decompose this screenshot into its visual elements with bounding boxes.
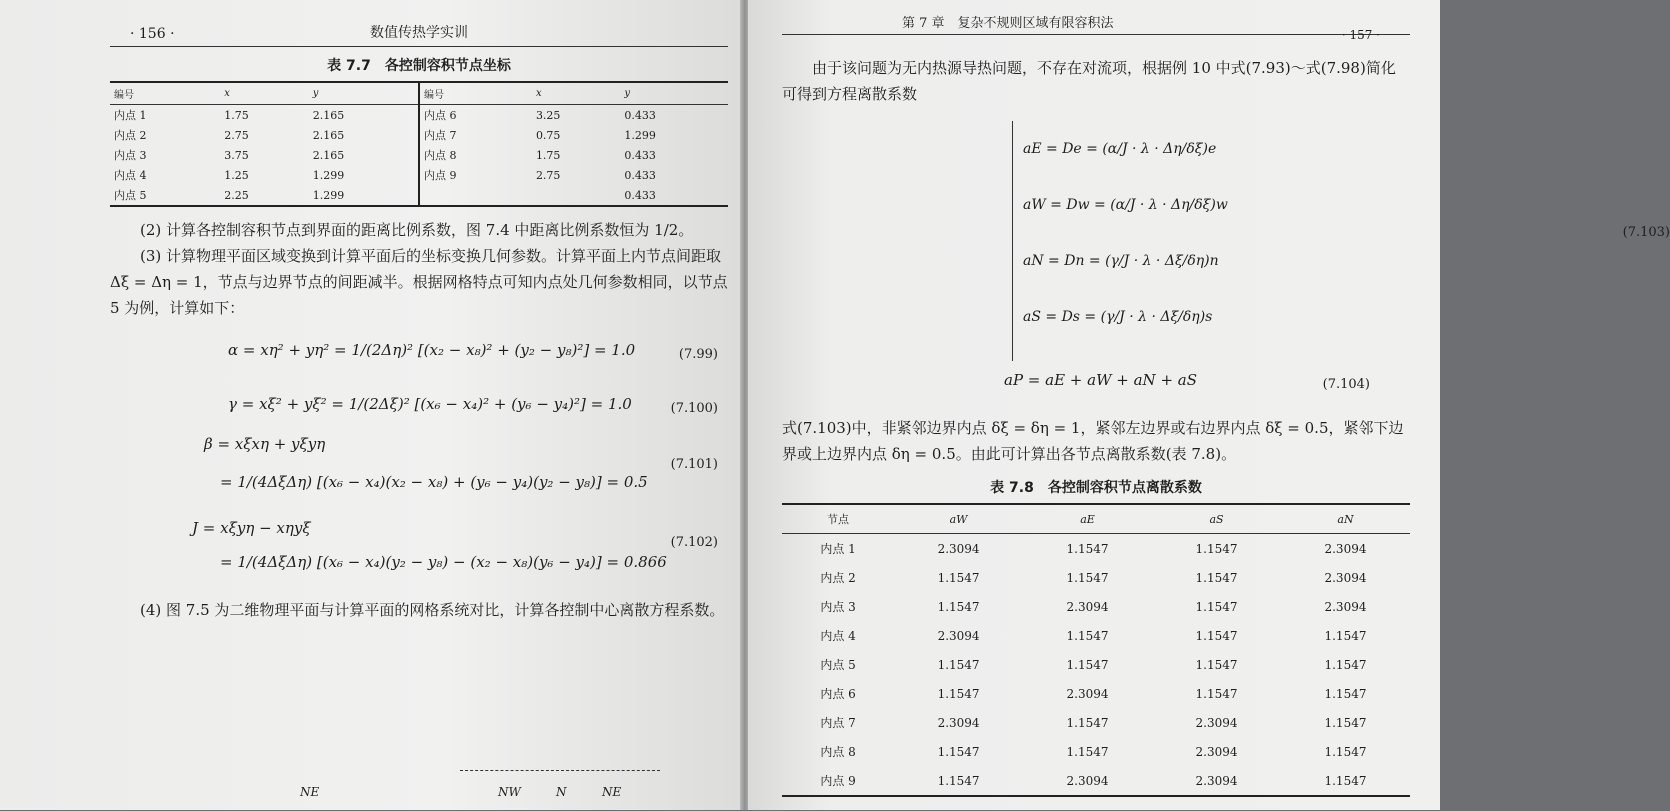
table-cell: 2.165 (312, 108, 345, 122)
coef-aS: aS = Ds = (γ/J · λ · Δξ/δη)s (1023, 309, 1213, 325)
table-cell: 1.1547 (1195, 686, 1238, 701)
table-cell: 1.1547 (1324, 657, 1367, 672)
table-cell: 1.1547 (1195, 628, 1238, 643)
equation-7-99 (110, 327, 728, 379)
table-header-row (782, 504, 1410, 534)
table-row (782, 534, 1410, 564)
right-header (782, 10, 1410, 42)
equation-number: (7.102) (670, 535, 718, 550)
right-page (748, 0, 1670, 810)
table-cell: 2.3094 (1195, 773, 1238, 788)
left-header (110, 22, 728, 47)
table-cell: 内点 1 (114, 109, 147, 122)
col-header: 编号 (110, 82, 220, 105)
table-cell: 1.1547 (1195, 541, 1238, 556)
table-cell: 0.433 (624, 108, 656, 122)
table-7-8 (782, 503, 1410, 797)
table-cell: 1.1547 (937, 599, 980, 614)
equation-7-102-continued (110, 551, 728, 591)
table-row (782, 708, 1410, 737)
table-cell: 1.1547 (1066, 744, 1109, 759)
table-row (782, 650, 1410, 679)
left-page (0, 0, 742, 810)
table-cell: 1.1547 (1195, 599, 1238, 614)
table-cell: 0.433 (624, 188, 656, 202)
table-cell: 2.165 (312, 128, 345, 142)
table-7-7 (110, 81, 728, 207)
table-cell: 0.433 (624, 148, 656, 162)
table-cell: 1.1547 (1324, 715, 1367, 730)
col-header: 编号 (419, 82, 532, 105)
col-header: y (309, 82, 419, 105)
table-cell (419, 185, 532, 206)
table-cell: 1.1547 (937, 773, 980, 788)
table-7-8-caption: 表 7.8 各控制容积节点离散系数 (990, 480, 1202, 496)
table-row (110, 165, 728, 185)
col-header: y (620, 82, 728, 105)
table-cell: 1.1547 (937, 570, 980, 585)
equation-text: α = xη² + yη² = 1/(2Δη)² [(x₂ − x₈)² + (y₂ − y₈)²] = 1.0 (228, 341, 636, 359)
col-header: x (532, 82, 620, 105)
table-cell: 内点 5 (820, 658, 856, 672)
table-cell: 内点 4 (114, 169, 147, 182)
table-row (782, 737, 1410, 766)
table-cell: 1.75 (535, 148, 561, 162)
equation-text: = 1/(4ΔξΔη) [(x₆ − x₄)(y₂ − y₈) − (x₂ − x₈)(y₆ − y₄)] = 0.866 (220, 553, 667, 571)
table-7-7-body (110, 105, 728, 207)
table-cell: 1.1547 (1066, 541, 1109, 556)
paragraph-4: (4) 图 7.5 为二维物理平面与计算平面的网格系统对比，计算各控制中心离散方程系数。 (140, 601, 725, 619)
table-cell: 内点 8 (820, 745, 856, 759)
table-cell: 内点 9 (419, 165, 532, 185)
table-cell: 2.3094 (937, 541, 980, 556)
table-cell: 2.25 (224, 188, 249, 202)
equation-number: (7.101) (670, 457, 718, 472)
table-cell: 1.299 (624, 128, 656, 142)
col-header: aS (1152, 504, 1281, 534)
equation-number: (7.100) (670, 401, 718, 416)
table-cell: 1.1547 (1195, 657, 1238, 672)
equation-text: aP = aE + aW + aN + aS (1004, 371, 1197, 389)
table-row (782, 592, 1410, 621)
col-header: aW (894, 504, 1023, 534)
table-cell: 内点 3 (820, 600, 856, 614)
equation-number: (7.103) (1622, 225, 1670, 240)
table-row (110, 125, 728, 145)
equation-number: (7.99) (678, 347, 718, 362)
table-cell: 2.3094 (1066, 686, 1109, 701)
table-cell: 内点 7 (419, 125, 532, 145)
table-cell: 1.1547 (1195, 570, 1238, 585)
table-cell: 1.1547 (1066, 657, 1109, 672)
table-cell: 3.75 (224, 148, 249, 162)
paragraph-after-7-104: 式(7.103)中，非紧邻边界内点 δξ = δη = 1，紧邻左边界或右边界内点 δξ = 0.5，紧邻下边界或上边界内点 δη = 0.5。由此可计算出各节点离散系数(表 7.8)。 (782, 419, 1404, 463)
fig-label: NE (300, 785, 320, 799)
table-cell: 内点 5 (114, 189, 147, 202)
right-running-title: 第 7 章 复杂不规则区域有限容积法 (902, 16, 1114, 31)
table-cell: 1.1547 (1324, 744, 1367, 759)
table-row (782, 621, 1410, 650)
table-cell: 1.1547 (937, 657, 980, 672)
table-cell: 内点 7 (820, 716, 856, 730)
table-cell: 2.75 (535, 168, 561, 182)
table-cell: 2.75 (224, 128, 249, 142)
right-page-number: · 157 · (1341, 28, 1380, 42)
table-cell: 内点 9 (820, 774, 856, 788)
table-cell: 1.299 (312, 188, 345, 202)
equation-system-7-103 (1012, 121, 1670, 361)
coef-aN: aN = Dn = (γ/J · λ · Δξ/δη)n (1023, 253, 1219, 269)
table-cell: 2.3094 (1066, 599, 1109, 614)
table-row (110, 105, 728, 126)
table-row (782, 563, 1410, 592)
equation-7-104 (782, 365, 1410, 405)
equation-text: β = xξxη + yξyη (204, 435, 326, 453)
table-cell: 1.1547 (937, 686, 980, 701)
table-row (782, 766, 1410, 796)
coef-aE: aE = De = (α/J · λ · Δη/δξ)e (1023, 141, 1217, 157)
fig-label: NE (602, 785, 622, 799)
table-cell: 2.3094 (1324, 599, 1367, 614)
table-cell: 2.3094 (1324, 570, 1367, 585)
col-header: aN (1281, 504, 1410, 534)
table-cell: 1.1547 (1066, 570, 1109, 585)
table-cell: 2.3094 (937, 628, 980, 643)
fig-label: NW (498, 785, 521, 799)
table-cell: 1.25 (224, 168, 249, 182)
equation-text: J = xξyη − xηyξ (192, 519, 311, 537)
table-cell: 1.1547 (1324, 686, 1367, 701)
table-cell: 内点 6 (820, 687, 856, 701)
table-cell: 1.299 (312, 168, 345, 182)
table-cell: 0.75 (535, 128, 561, 142)
table-row (110, 185, 728, 206)
table-cell: 2.3094 (1324, 541, 1367, 556)
equation-number: (7.104) (1322, 377, 1370, 392)
table-cell: 内点 3 (114, 149, 147, 162)
coef-aW: aW = Dw = (α/J · λ · Δη/δξ)w (1023, 197, 1228, 213)
table-header-row (110, 82, 728, 105)
table-cell: 内点 2 (820, 571, 856, 585)
equation-7-101 (110, 431, 728, 471)
left-page-number: · 156 · (130, 26, 175, 42)
table-cell: 2.165 (312, 148, 345, 162)
table-cell: 1.1547 (1324, 628, 1367, 643)
col-header: x (220, 82, 308, 105)
table-cell: 1.1547 (1324, 773, 1367, 788)
table-cell: 1.1547 (937, 744, 980, 759)
table-cell: 内点 4 (820, 629, 856, 643)
table-cell: 2.3094 (1195, 715, 1238, 730)
table-cell: 0.433 (624, 168, 656, 182)
table-cell: 1.75 (224, 108, 249, 122)
col-header: 节点 (782, 504, 894, 534)
left-running-title: 数值传热学实训 (370, 25, 468, 41)
table-cell: 2.3094 (1066, 773, 1109, 788)
equation-7-100 (110, 379, 728, 431)
table-cell: 1.1547 (1066, 715, 1109, 730)
table-cell: 内点 1 (820, 542, 856, 556)
table-cell: 内点 2 (114, 129, 147, 142)
paragraph-2: (2) 计算各控制容积节点到界面的距离比例系数，图 7.4 中距离比例系数恒为 1/2。 (140, 221, 694, 239)
table-cell: 内点 6 (419, 105, 532, 126)
equation-text: = 1/(4ΔξΔη) [(x₆ − x₄)(x₂ − x₈) + (y₆ − y₄)(y₂ − y₈)] = 0.5 (220, 473, 648, 491)
table-7-7-caption: 表 7.7 各控制容积节点坐标 (327, 58, 511, 74)
table-cell: 2.3094 (1195, 744, 1238, 759)
table-cell: 2.3094 (937, 715, 980, 730)
table-cell: 1.1547 (1066, 628, 1109, 643)
table-cell: 3.25 (535, 108, 561, 122)
col-header: aE (1023, 504, 1152, 534)
table-cell: 内点 8 (419, 145, 532, 165)
table-row (110, 145, 728, 165)
table-cell (532, 185, 620, 206)
table-7-8-body (782, 534, 1410, 797)
equation-text: γ = xξ² + yξ² = 1/(2Δξ)² [(x₆ − x₄)² + (y₆ − y₄)²] = 1.0 (228, 395, 632, 413)
equation-7-101-continued (110, 471, 728, 511)
fig-label: N (556, 785, 567, 799)
intro-paragraph: 由于该问题为无内热源导热问题，不存在对流项，根据例 10 中式(7.93)～式(7.98)简化可得到方程离散系数 (782, 59, 1396, 103)
equation-7-102 (110, 511, 728, 551)
figure-7-5-fragment (300, 770, 660, 811)
paragraph-3: (3) 计算物理平面区域变换到计算平面后的坐标变换几何参数。计算平面上内节点间距取 Δξ = Δη = 1，节点与边界节点的间距减半。根据网格特点可知内点处几何参数相同，以节点 5 为例，计算如下： (110, 247, 728, 317)
table-row (782, 679, 1410, 708)
